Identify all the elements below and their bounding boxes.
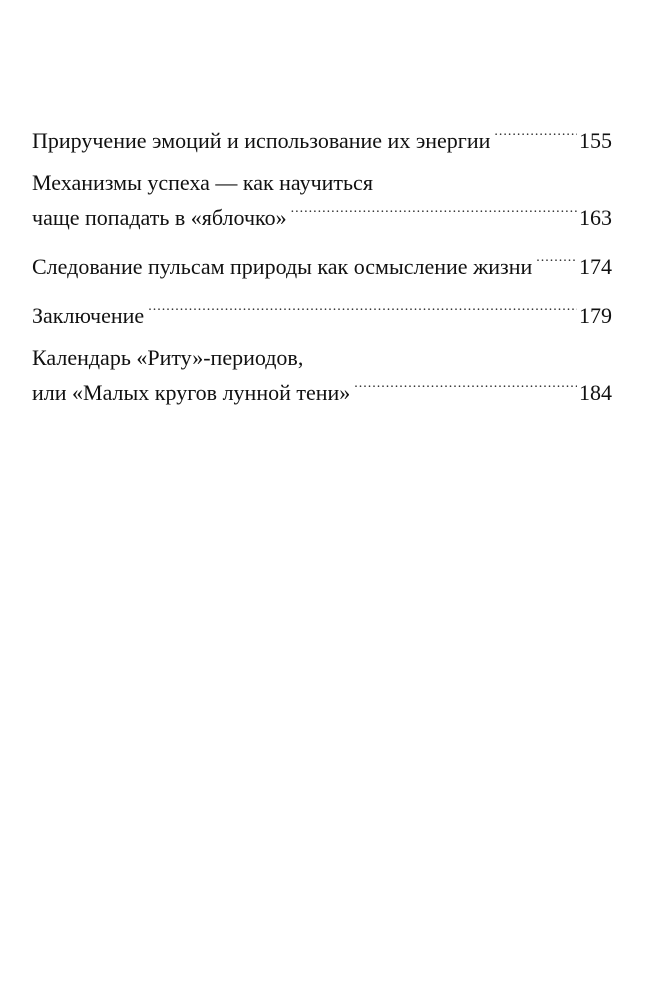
toc-entry[interactable] [32, 120, 612, 155]
toc-entry-title: Механизмы успеха — как научиться [32, 170, 373, 195]
toc-entry-line [32, 372, 612, 407]
toc-entry-title: Следование пульсам природы как осмысление жизни [32, 254, 533, 279]
dot-leader [536, 246, 577, 274]
toc-entry-title-continued: чаще попадать в «яблочко» [32, 205, 287, 230]
dot-leader [148, 295, 577, 323]
dot-leader [494, 120, 577, 148]
toc-entry-line [32, 197, 612, 232]
toc-entry-title-continued: или «Малых кругов лунной тени» [32, 380, 351, 405]
toc-entry-title: Календарь «Риту»-периодов, [32, 345, 304, 370]
table-of-contents [32, 120, 612, 421]
toc-entry-line [32, 246, 612, 281]
toc-page-number: 155 [579, 128, 612, 153]
toc-entry[interactable] [32, 246, 612, 281]
toc-entry-title: Заключение [32, 303, 145, 328]
toc-entry[interactable] [32, 344, 612, 407]
dot-leader [354, 372, 577, 400]
dot-leader [291, 197, 577, 225]
toc-entry-line [32, 120, 612, 155]
toc-page-number: 163 [579, 205, 612, 230]
toc-entry[interactable] [32, 169, 612, 232]
toc-page-number: 179 [579, 303, 612, 328]
toc-entry-line [32, 295, 612, 330]
toc-entry-title: Приручение эмоций и использование их энергии [32, 128, 491, 153]
toc-page-number: 174 [579, 254, 612, 279]
toc-page-number: 184 [579, 380, 612, 405]
toc-entry[interactable] [32, 295, 612, 330]
